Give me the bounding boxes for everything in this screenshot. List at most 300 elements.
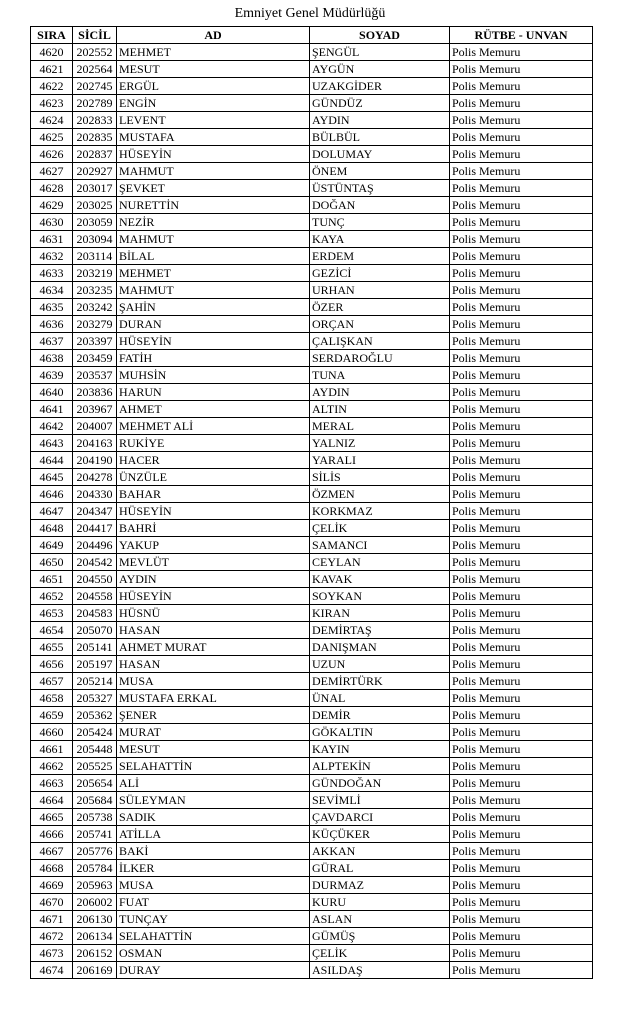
cell-ad: OSMAN [117, 945, 310, 962]
table-row [31, 724, 593, 741]
cell-sicil: 203967 [73, 401, 117, 418]
cell-rutbe-unvan: Polis Memuru [450, 248, 593, 265]
cell-rutbe-unvan: Polis Memuru [450, 724, 593, 741]
cell-sicil: 205214 [73, 673, 117, 690]
cell-rutbe-unvan: Polis Memuru [450, 180, 593, 197]
cell-sira: 4646 [31, 486, 73, 503]
cell-sicil: 203114 [73, 248, 117, 265]
cell-soyad: ÖZMEN [310, 486, 450, 503]
cell-rutbe-unvan: Polis Memuru [450, 418, 593, 435]
cell-sira: 4633 [31, 265, 73, 282]
cell-ad: HÜSNÜ [117, 605, 310, 622]
cell-ad: AHMET MURAT [117, 639, 310, 656]
table-row [31, 503, 593, 520]
cell-sira: 4625 [31, 129, 73, 146]
cell-sicil: 205741 [73, 826, 117, 843]
cell-soyad: YALNIZ [310, 435, 450, 452]
cell-rutbe-unvan: Polis Memuru [450, 707, 593, 724]
cell-rutbe-unvan: Polis Memuru [450, 860, 593, 877]
table-row [31, 843, 593, 860]
cell-sicil: 204190 [73, 452, 117, 469]
cell-ad: İLKER [117, 860, 310, 877]
cell-ad: SELAHATTİN [117, 928, 310, 945]
cell-sira: 4660 [31, 724, 73, 741]
cell-sira: 4654 [31, 622, 73, 639]
cell-ad: MEVLÜT [117, 554, 310, 571]
cell-ad: HÜSEYİN [117, 146, 310, 163]
cell-ad: SADIK [117, 809, 310, 826]
cell-soyad: TUNA [310, 367, 450, 384]
cell-rutbe-unvan: Polis Memuru [450, 809, 593, 826]
cell-sicil: 204347 [73, 503, 117, 520]
cell-sira: 4632 [31, 248, 73, 265]
cell-rutbe-unvan: Polis Memuru [450, 435, 593, 452]
table-row [31, 146, 593, 163]
cell-sicil: 202835 [73, 129, 117, 146]
cell-sira: 4648 [31, 520, 73, 537]
cell-sira: 4639 [31, 367, 73, 384]
table-row [31, 741, 593, 758]
cell-ad: BAKİ [117, 843, 310, 860]
cell-ad: DURAY [117, 962, 310, 979]
cell-ad: SELAHATTİN [117, 758, 310, 775]
table-row [31, 860, 593, 877]
cell-sicil: 205776 [73, 843, 117, 860]
cell-soyad: GÖKALTIN [310, 724, 450, 741]
cell-sicil: 203836 [73, 384, 117, 401]
cell-rutbe-unvan: Polis Memuru [450, 792, 593, 809]
table-row [31, 248, 593, 265]
cell-sicil: 206152 [73, 945, 117, 962]
table-row [31, 707, 593, 724]
cell-rutbe-unvan: Polis Memuru [450, 690, 593, 707]
cell-ad: HÜSEYİN [117, 333, 310, 350]
cell-ad: MUHSİN [117, 367, 310, 384]
cell-sicil: 205738 [73, 809, 117, 826]
cell-soyad: KAYA [310, 231, 450, 248]
column-header-sicil: SİCİL [73, 27, 117, 44]
cell-sira: 4652 [31, 588, 73, 605]
cell-sicil: 203397 [73, 333, 117, 350]
table-row [31, 265, 593, 282]
cell-soyad: KURU [310, 894, 450, 911]
cell-ad: MAHMUT [117, 231, 310, 248]
cell-sira: 4653 [31, 605, 73, 622]
cell-sira: 4640 [31, 384, 73, 401]
cell-rutbe-unvan: Polis Memuru [450, 622, 593, 639]
cell-sira: 4669 [31, 877, 73, 894]
cell-ad: ALİ [117, 775, 310, 792]
cell-rutbe-unvan: Polis Memuru [450, 826, 593, 843]
table-row [31, 231, 593, 248]
cell-ad: NEZİR [117, 214, 310, 231]
cell-sicil: 205448 [73, 741, 117, 758]
cell-soyad: KÜÇÜKER [310, 826, 450, 843]
cell-sicil: 203279 [73, 316, 117, 333]
cell-soyad: ÇAVDARCI [310, 809, 450, 826]
cell-ad: MEHMET ALİ [117, 418, 310, 435]
cell-soyad: GÜNDÜZ [310, 95, 450, 112]
cell-rutbe-unvan: Polis Memuru [450, 452, 593, 469]
column-header-sira: SIRA [31, 27, 73, 44]
cell-sicil: 203459 [73, 350, 117, 367]
cell-ad: HÜSEYİN [117, 503, 310, 520]
cell-soyad: ERDEM [310, 248, 450, 265]
cell-soyad: AYDIN [310, 384, 450, 401]
cell-ad: ATİLLA [117, 826, 310, 843]
cell-rutbe-unvan: Polis Memuru [450, 911, 593, 928]
cell-rutbe-unvan: Polis Memuru [450, 231, 593, 248]
cell-sira: 4651 [31, 571, 73, 588]
table-body [31, 44, 593, 979]
cell-sira: 4628 [31, 180, 73, 197]
cell-sira: 4659 [31, 707, 73, 724]
table-row [31, 418, 593, 435]
cell-rutbe-unvan: Polis Memuru [450, 928, 593, 945]
cell-soyad: MERAL [310, 418, 450, 435]
table-row [31, 928, 593, 945]
cell-rutbe-unvan: Polis Memuru [450, 775, 593, 792]
cell-ad: MUSA [117, 673, 310, 690]
cell-soyad: GÜNDOĞAN [310, 775, 450, 792]
cell-ad: TUNÇAY [117, 911, 310, 928]
cell-sira: 4641 [31, 401, 73, 418]
cell-sicil: 205362 [73, 707, 117, 724]
cell-rutbe-unvan: Polis Memuru [450, 214, 593, 231]
cell-ad: MESUT [117, 61, 310, 78]
table-row [31, 299, 593, 316]
cell-ad: AHMET [117, 401, 310, 418]
cell-sira: 4672 [31, 928, 73, 945]
cell-soyad: DOĞAN [310, 197, 450, 214]
cell-rutbe-unvan: Polis Memuru [450, 299, 593, 316]
cell-sicil: 206134 [73, 928, 117, 945]
cell-soyad: UZAKGİDER [310, 78, 450, 95]
cell-soyad: KAYIN [310, 741, 450, 758]
cell-sira: 4647 [31, 503, 73, 520]
cell-ad: MEHMET [117, 44, 310, 61]
cell-rutbe-unvan: Polis Memuru [450, 605, 593, 622]
cell-ad: MEHMET [117, 265, 310, 282]
table-row [31, 112, 593, 129]
cell-rutbe-unvan: Polis Memuru [450, 367, 593, 384]
cell-sicil: 206169 [73, 962, 117, 979]
cell-rutbe-unvan: Polis Memuru [450, 945, 593, 962]
table-row [31, 826, 593, 843]
cell-ad: MURAT [117, 724, 310, 741]
cell-sicil: 206130 [73, 911, 117, 928]
cell-rutbe-unvan: Polis Memuru [450, 316, 593, 333]
cell-soyad: DEMİRTAŞ [310, 622, 450, 639]
cell-soyad: ASLAN [310, 911, 450, 928]
cell-ad: HASAN [117, 656, 310, 673]
cell-sira: 4627 [31, 163, 73, 180]
cell-sicil: 204550 [73, 571, 117, 588]
cell-soyad: SİLİS [310, 469, 450, 486]
cell-rutbe-unvan: Polis Memuru [450, 129, 593, 146]
cell-soyad: ÜNAL [310, 690, 450, 707]
cell-ad: HASAN [117, 622, 310, 639]
cell-rutbe-unvan: Polis Memuru [450, 894, 593, 911]
cell-ad: AYDIN [117, 571, 310, 588]
table-row [31, 775, 593, 792]
cell-rutbe-unvan: Polis Memuru [450, 197, 593, 214]
cell-sicil: 203025 [73, 197, 117, 214]
cell-soyad: DURMAZ [310, 877, 450, 894]
cell-sira: 4657 [31, 673, 73, 690]
cell-sira: 4623 [31, 95, 73, 112]
cell-ad: HÜSEYİN [117, 588, 310, 605]
cell-sira: 4663 [31, 775, 73, 792]
table-row [31, 350, 593, 367]
cell-sira: 4624 [31, 112, 73, 129]
cell-sicil: 203242 [73, 299, 117, 316]
cell-ad: SÜLEYMAN [117, 792, 310, 809]
cell-sira: 4667 [31, 843, 73, 860]
table-row [31, 588, 593, 605]
cell-sicil: 205070 [73, 622, 117, 639]
cell-rutbe-unvan: Polis Memuru [450, 656, 593, 673]
cell-sira: 4671 [31, 911, 73, 928]
table-row [31, 758, 593, 775]
cell-sira: 4666 [31, 826, 73, 843]
cell-sicil: 205141 [73, 639, 117, 656]
cell-ad: HARUN [117, 384, 310, 401]
table-row [31, 809, 593, 826]
cell-sicil: 204278 [73, 469, 117, 486]
cell-soyad: URHAN [310, 282, 450, 299]
cell-ad: MUSTAFA [117, 129, 310, 146]
table-row [31, 571, 593, 588]
cell-sira: 4668 [31, 860, 73, 877]
cell-rutbe-unvan: Polis Memuru [450, 95, 593, 112]
cell-rutbe-unvan: Polis Memuru [450, 520, 593, 537]
table-row [31, 197, 593, 214]
cell-soyad: UZUN [310, 656, 450, 673]
cell-rutbe-unvan: Polis Memuru [450, 163, 593, 180]
cell-rutbe-unvan: Polis Memuru [450, 877, 593, 894]
cell-sicil: 202837 [73, 146, 117, 163]
cell-rutbe-unvan: Polis Memuru [450, 537, 593, 554]
table-row [31, 673, 593, 690]
cell-sicil: 205684 [73, 792, 117, 809]
table-row [31, 367, 593, 384]
cell-soyad: GÜRAL [310, 860, 450, 877]
cell-rutbe-unvan: Polis Memuru [450, 333, 593, 350]
table-row [31, 214, 593, 231]
cell-sira: 4643 [31, 435, 73, 452]
cell-sira: 4622 [31, 78, 73, 95]
table-row [31, 452, 593, 469]
cell-sira: 4620 [31, 44, 73, 61]
cell-soyad: DANIŞMAN [310, 639, 450, 656]
table-row [31, 945, 593, 962]
cell-soyad: DEMİR [310, 707, 450, 724]
cell-sira: 4642 [31, 418, 73, 435]
cell-ad: LEVENT [117, 112, 310, 129]
cell-sicil: 205525 [73, 758, 117, 775]
cell-rutbe-unvan: Polis Memuru [450, 469, 593, 486]
cell-sicil: 202564 [73, 61, 117, 78]
cell-sicil: 205197 [73, 656, 117, 673]
table-row [31, 639, 593, 656]
personnel-table [30, 26, 593, 979]
cell-rutbe-unvan: Polis Memuru [450, 486, 593, 503]
cell-rutbe-unvan: Polis Memuru [450, 112, 593, 129]
cell-sira: 4645 [31, 469, 73, 486]
cell-soyad: ÇALIŞKAN [310, 333, 450, 350]
cell-rutbe-unvan: Polis Memuru [450, 44, 593, 61]
table-row [31, 520, 593, 537]
cell-sicil: 204558 [73, 588, 117, 605]
cell-soyad: ÖNEM [310, 163, 450, 180]
table-row [31, 656, 593, 673]
cell-soyad: SEVİMLİ [310, 792, 450, 809]
cell-soyad: DEMİRTÜRK [310, 673, 450, 690]
cell-ad: MAHMUT [117, 282, 310, 299]
table-row [31, 384, 593, 401]
cell-soyad: ASILDAŞ [310, 962, 450, 979]
table-row [31, 690, 593, 707]
cell-rutbe-unvan: Polis Memuru [450, 571, 593, 588]
cell-sicil: 206002 [73, 894, 117, 911]
cell-sira: 4650 [31, 554, 73, 571]
cell-soyad: ÇELİK [310, 945, 450, 962]
cell-sicil: 202833 [73, 112, 117, 129]
cell-sicil: 203219 [73, 265, 117, 282]
table-row [31, 877, 593, 894]
table-row [31, 401, 593, 418]
cell-sira: 4629 [31, 197, 73, 214]
table-row [31, 537, 593, 554]
table-row [31, 605, 593, 622]
table-row [31, 95, 593, 112]
table-row [31, 622, 593, 639]
cell-sicil: 202927 [73, 163, 117, 180]
cell-sira: 4664 [31, 792, 73, 809]
cell-soyad: ALPTEKİN [310, 758, 450, 775]
cell-sira: 4630 [31, 214, 73, 231]
cell-rutbe-unvan: Polis Memuru [450, 78, 593, 95]
cell-soyad: TUNÇ [310, 214, 450, 231]
cell-soyad: BÜLBÜL [310, 129, 450, 146]
cell-soyad: GEZİCİ [310, 265, 450, 282]
cell-sicil: 203017 [73, 180, 117, 197]
cell-rutbe-unvan: Polis Memuru [450, 639, 593, 656]
cell-rutbe-unvan: Polis Memuru [450, 61, 593, 78]
table-row [31, 911, 593, 928]
cell-sicil: 204163 [73, 435, 117, 452]
cell-sira: 4670 [31, 894, 73, 911]
cell-ad: DURAN [117, 316, 310, 333]
table-row [31, 486, 593, 503]
cell-sira: 4674 [31, 962, 73, 979]
column-header-rutbe-unvan: RÜTBE - UNVAN [450, 27, 593, 44]
table-row [31, 316, 593, 333]
column-header-soyad: SOYAD [310, 27, 450, 44]
cell-sira: 4658 [31, 690, 73, 707]
cell-ad: BİLAL [117, 248, 310, 265]
table-row [31, 554, 593, 571]
cell-sicil: 202552 [73, 44, 117, 61]
cell-soyad: SERDAROĞLU [310, 350, 450, 367]
cell-sira: 4626 [31, 146, 73, 163]
page-title: Emniyet Genel Müdürlüğü [234, 6, 386, 21]
cell-ad: ERGÜL [117, 78, 310, 95]
cell-rutbe-unvan: Polis Memuru [450, 503, 593, 520]
cell-sicil: 203537 [73, 367, 117, 384]
cell-rutbe-unvan: Polis Memuru [450, 401, 593, 418]
cell-ad: ENGİN [117, 95, 310, 112]
cell-sicil: 202745 [73, 78, 117, 95]
table-row [31, 180, 593, 197]
cell-sira: 4649 [31, 537, 73, 554]
cell-sicil: 204007 [73, 418, 117, 435]
cell-sicil: 204417 [73, 520, 117, 537]
cell-soyad: SOYKAN [310, 588, 450, 605]
cell-soyad: YARALI [310, 452, 450, 469]
cell-sira: 4634 [31, 282, 73, 299]
cell-ad: MAHMUT [117, 163, 310, 180]
cell-soyad: AKKAN [310, 843, 450, 860]
cell-ad: MUSTAFA ERKAL [117, 690, 310, 707]
table-row [31, 78, 593, 95]
cell-sicil: 202789 [73, 95, 117, 112]
cell-sicil: 205327 [73, 690, 117, 707]
cell-soyad: DOLUMAY [310, 146, 450, 163]
cell-ad: ŞAHİN [117, 299, 310, 316]
cell-sicil: 204330 [73, 486, 117, 503]
cell-sira: 4644 [31, 452, 73, 469]
cell-rutbe-unvan: Polis Memuru [450, 741, 593, 758]
cell-sira: 4661 [31, 741, 73, 758]
table-row [31, 894, 593, 911]
cell-rutbe-unvan: Polis Memuru [450, 758, 593, 775]
cell-sicil: 203094 [73, 231, 117, 248]
cell-sira: 4638 [31, 350, 73, 367]
table-row [31, 435, 593, 452]
cell-sicil: 204583 [73, 605, 117, 622]
cell-rutbe-unvan: Polis Memuru [450, 588, 593, 605]
cell-soyad: KORKMAZ [310, 503, 450, 520]
cell-sira: 4621 [31, 61, 73, 78]
cell-sicil: 204542 [73, 554, 117, 571]
cell-ad: RUKİYE [117, 435, 310, 452]
cell-rutbe-unvan: Polis Memuru [450, 673, 593, 690]
cell-sicil: 203059 [73, 214, 117, 231]
cell-sira: 4673 [31, 945, 73, 962]
cell-sira: 4637 [31, 333, 73, 350]
cell-ad: MESUT [117, 741, 310, 758]
cell-ad: YAKUP [117, 537, 310, 554]
cell-soyad: KIRAN [310, 605, 450, 622]
cell-soyad: ALTIN [310, 401, 450, 418]
cell-ad: BAHAR [117, 486, 310, 503]
cell-sira: 4655 [31, 639, 73, 656]
cell-soyad: AYDIN [310, 112, 450, 129]
cell-ad: NURETTİN [117, 197, 310, 214]
cell-ad: FUAT [117, 894, 310, 911]
cell-sicil: 205654 [73, 775, 117, 792]
cell-sicil: 205424 [73, 724, 117, 741]
cell-soyad: AYGÜN [310, 61, 450, 78]
cell-rutbe-unvan: Polis Memuru [450, 282, 593, 299]
cell-ad: MUSA [117, 877, 310, 894]
table-row [31, 469, 593, 486]
cell-sira: 4636 [31, 316, 73, 333]
cell-soyad: ÖZER [310, 299, 450, 316]
cell-soyad: KAVAK [310, 571, 450, 588]
